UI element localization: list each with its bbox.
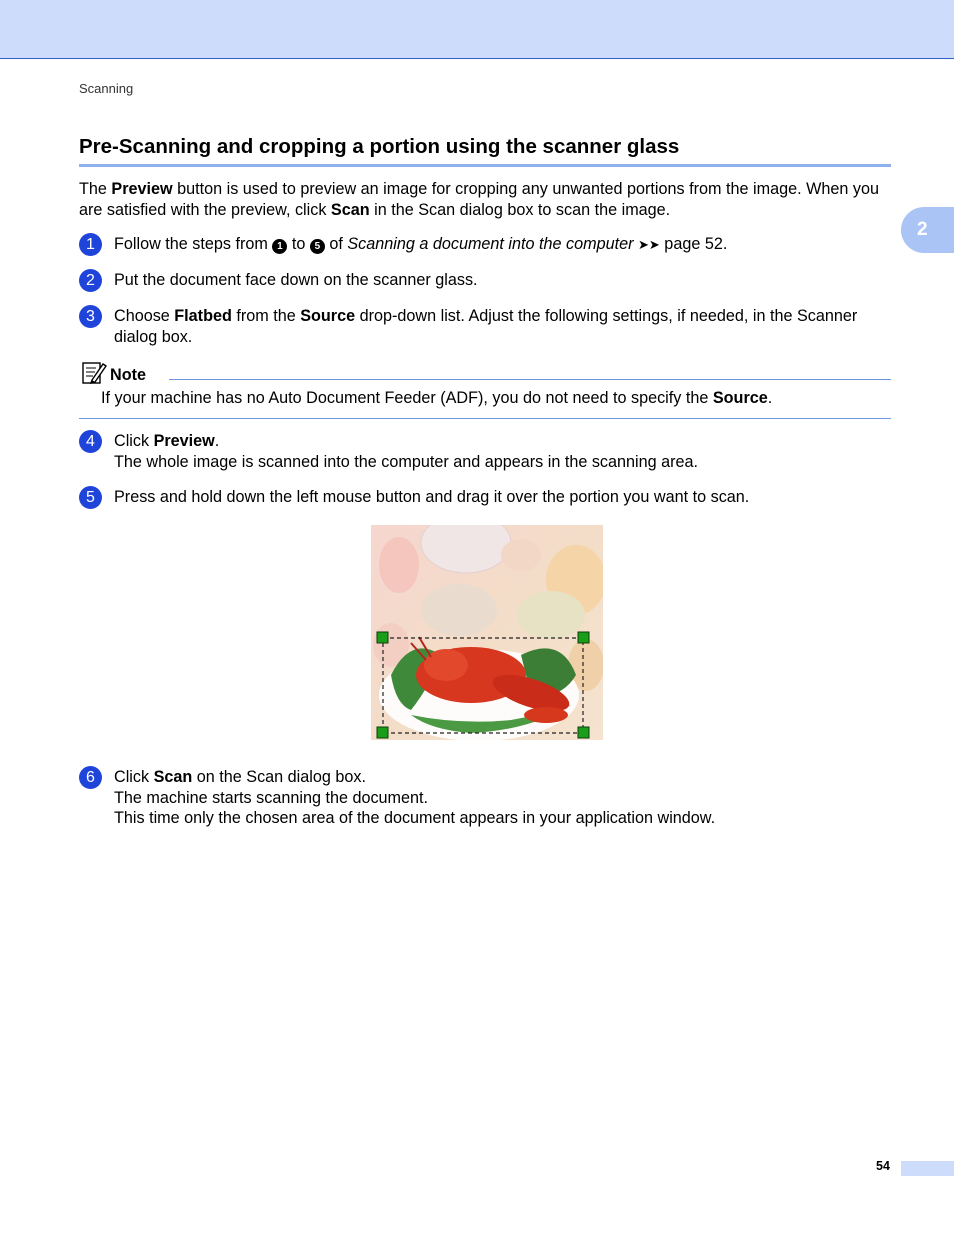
step-number-badge: 1 xyxy=(79,233,102,256)
step-number-badge: 3 xyxy=(79,305,102,328)
step-text: Follow the steps from 1 to 5 of Scanning a document into the computer ➤➤ page 52. xyxy=(114,235,728,253)
step-number-badge: 4 xyxy=(79,430,102,453)
step-number-badge: 6 xyxy=(79,766,102,789)
step-text: Choose Flatbed from the Source drop-down list. Adjust the following settings, if needed, in the Scanner dialog box. xyxy=(114,307,858,346)
crop-handle-bottom-right[interactable] xyxy=(578,727,589,738)
crop-handle-top-right[interactable] xyxy=(578,632,589,643)
chapter-tab: 2 xyxy=(901,207,954,253)
double-arrow-icon: ➤➤ xyxy=(638,237,660,252)
note-pencil-icon xyxy=(81,360,107,386)
crop-handle-bottom-left[interactable] xyxy=(377,727,388,738)
scan-preview-image xyxy=(371,525,603,740)
cross-reference-link[interactable]: Scanning a document into the computer xyxy=(347,235,634,253)
step-number-badge: 2 xyxy=(79,269,102,292)
step-text: Put the document face down on the scanner glass. xyxy=(114,271,478,289)
note-rule xyxy=(169,379,891,380)
footer-bar xyxy=(901,1161,954,1176)
step-number-badge: 5 xyxy=(79,486,102,509)
page-number: 54 xyxy=(876,1159,890,1173)
step-text: Click Preview. The whole image is scanned into the computer and appears in the scanning area. xyxy=(114,432,699,471)
note-box xyxy=(79,360,891,419)
section-title: Pre-Scanning and cropping a portion using the scanner glass xyxy=(79,135,891,167)
step-text: Press and hold down the left mouse button and drag it over the portion you want to scan. xyxy=(114,488,750,506)
step-ref-badge: 5 xyxy=(310,239,325,254)
intro-paragraph: The Preview button is used to preview an image for cropping any unwanted portions from the image. When you are satisfied with the preview, click Scan in the Scan dialog box to scan the image. xyxy=(79,180,879,219)
note-label: Note xyxy=(110,366,146,384)
crop-handle-top-left[interactable] xyxy=(377,632,388,643)
header-band xyxy=(0,0,954,59)
step-ref-badge: 1 xyxy=(272,239,287,254)
running-head: Scanning xyxy=(79,81,134,96)
step-text: Click Scan on the Scan dialog box. The machine starts scanning the document. This time only the chosen area of the document appears in your application window. xyxy=(114,768,716,827)
note-text: If your machine has no Auto Document Feeder (ADF), you do not need to specify the Source. xyxy=(101,389,773,407)
